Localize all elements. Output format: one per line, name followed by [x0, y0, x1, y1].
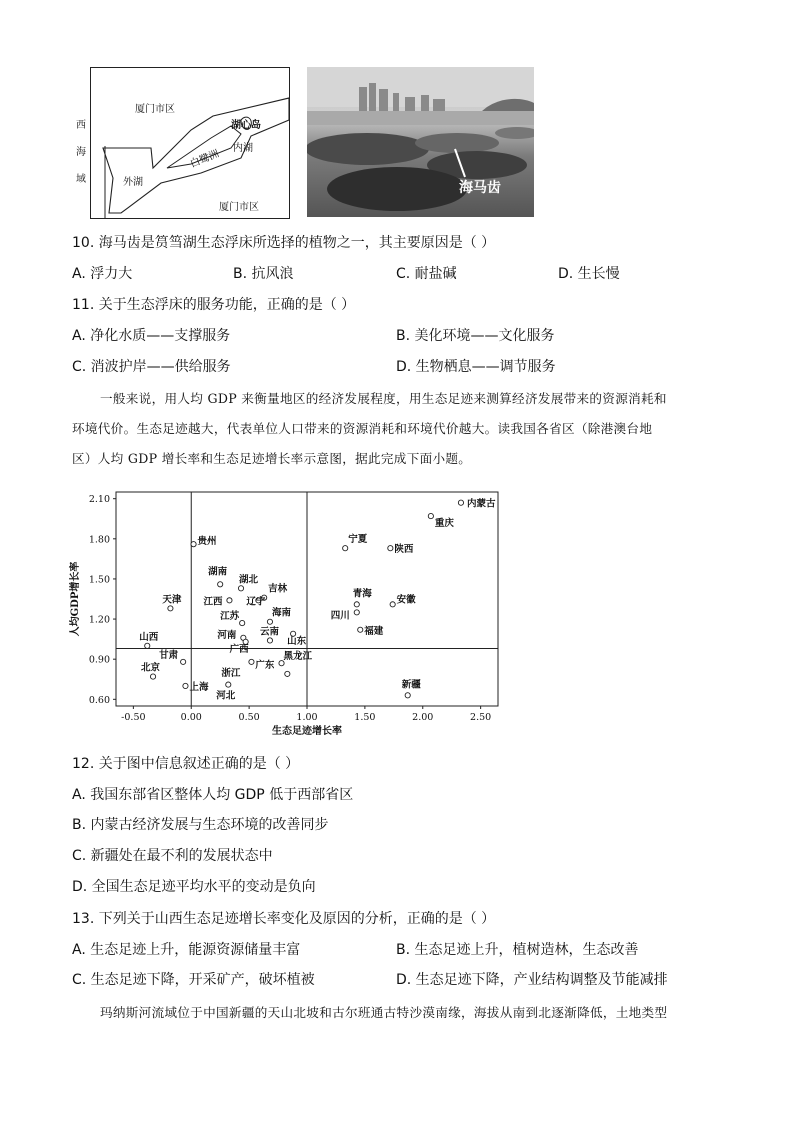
y-tick-label: 1.80 [88, 534, 110, 546]
data-point-label: 湖北 [239, 574, 259, 586]
x-tick-label: 0.50 [238, 712, 260, 723]
data-point-label: 浙江 [221, 667, 241, 679]
q10-option-a[interactable]: A. 浮力大 [72, 266, 133, 282]
data-point [405, 693, 410, 698]
data-point [238, 586, 243, 591]
data-point [358, 627, 363, 632]
map-label-lake-center-island: 湖心岛 [231, 120, 261, 131]
data-point [388, 546, 393, 551]
photo [307, 67, 534, 217]
x-tick-label: 0.00 [180, 712, 202, 723]
q10-option-b[interactable]: B. 抗风浪 [233, 266, 294, 282]
y-tick-label: 0.90 [88, 654, 110, 666]
data-point-label: 辽宁 [246, 596, 266, 608]
data-point-label: 广西 [229, 643, 249, 655]
data-point-label: 陕西 [394, 544, 414, 556]
data-point [354, 610, 359, 615]
data-point [183, 683, 188, 688]
passage-line-1: 一般来说，用人均 GDP 来衡量地区的经济发展程度，用生态足迹来测算经济发展带来的资源消耗和 [100, 391, 667, 406]
data-point-label: 贵州 [197, 536, 217, 548]
q11-option-d[interactable]: D. 生物栖息——调节服务 [396, 359, 556, 375]
q12-option-b[interactable]: B. 内蒙古经济发展与生态环境的改善同步 [72, 817, 329, 833]
data-point-label: 天津 [162, 594, 182, 606]
data-point-label: 山西 [139, 631, 159, 643]
question-12-stem: 12. 关于图中信息叙述正确的是（ ） [72, 756, 300, 772]
data-point-label: 黑龙江 [283, 651, 313, 663]
data-point-label: 湖南 [208, 566, 228, 578]
q11-option-c[interactable]: C. 消波护岸——供给服务 [72, 359, 231, 375]
data-point [249, 659, 254, 664]
west-sea-char-1: 西 [76, 120, 86, 131]
data-point [226, 682, 231, 687]
data-point [285, 671, 290, 676]
passage [72, 384, 722, 474]
data-point [390, 602, 395, 607]
west-sea-char-2: 海 [76, 147, 86, 158]
data-point [218, 582, 223, 587]
q12-option-c[interactable]: C. 新疆处在最不利的发展状态中 [72, 848, 273, 864]
data-point-label: 重庆 [434, 518, 454, 530]
x-tick-label: 2.50 [470, 712, 492, 723]
data-point-label: 四川 [330, 610, 350, 622]
map-label-outer-lake: 外湖 [123, 177, 143, 188]
x-tick-label: 1.00 [296, 712, 318, 723]
data-point-label: 江西 [203, 596, 223, 608]
passage-line-2: 环境代价。生态足迹越大，代表单位人口带来的资源消耗和环境代价越大。读我国各省区（除港澳台地 [72, 421, 653, 436]
q11-option-b[interactable]: B. 美化环境——文化服务 [396, 328, 555, 344]
west-sea-char-3: 域 [76, 174, 86, 185]
map-label-xiamen-top: 厦门市区 [135, 104, 175, 115]
x-tick-label: 2.00 [412, 712, 434, 723]
q13-option-d[interactable]: D. 生态足迹下降，产业结构调整及节能减排 [396, 972, 668, 988]
x-tick-label: -0.50 [121, 712, 146, 723]
data-point-label: 河北 [216, 690, 236, 702]
question-10-stem: 10. 海马齿是筼筜湖生态浮床所选择的植物之一，其主要原因是（ ） [72, 235, 496, 251]
data-point-label: 北京 [141, 662, 161, 674]
data-point [145, 643, 150, 648]
q11-option-a[interactable]: A. 净化水质——支撑服务 [72, 328, 231, 344]
data-point-label: 上海 [189, 681, 209, 693]
x-tick-label: 1.50 [354, 712, 376, 723]
y-axis-label: 人均GDP增长率 [70, 561, 81, 637]
data-point-label: 内蒙古 [466, 498, 496, 510]
footer-passage: 玛纳斯河流域位于中国新疆的天山北坡和古尔班通古特沙漠南缘，海拔从南到北逐渐降低，土地类型 [100, 1005, 668, 1020]
q10-option-d[interactable]: D. 生长慢 [558, 266, 620, 282]
question-11-stem: 11. 关于生态浮床的服务功能，正确的是（ ） [72, 297, 356, 313]
data-point-label: 河南 [217, 629, 237, 641]
data-point [267, 638, 272, 643]
map-label-xiamen-bottom: 厦门市区 [219, 202, 259, 213]
y-tick-label: 0.60 [88, 694, 110, 706]
data-point [181, 659, 186, 664]
data-point-label: 宁夏 [348, 534, 368, 546]
map-label-west-sea [76, 112, 90, 193]
data-point [240, 620, 245, 625]
scatter-chart [66, 488, 526, 738]
data-point-label: 青海 [352, 588, 372, 600]
map-figure [90, 67, 290, 219]
q13-option-b[interactable]: B. 生态足迹上升，植树造林，生态改善 [396, 942, 639, 958]
passage-line-3: 区）人均 GDP 增长率和生态足迹增长率示意图，据此完成下面小题。 [72, 451, 472, 466]
data-point [343, 546, 348, 551]
y-tick-label: 1.50 [88, 574, 110, 586]
data-point [191, 542, 196, 547]
data-point-label: 福建 [364, 625, 384, 637]
map-label-inner-lake: 内湖 [233, 143, 253, 154]
data-point-label: 山东 [287, 635, 307, 647]
photo-label: 海马齿 [459, 180, 501, 196]
map-label-egret-island: 白鹭洲 [188, 148, 221, 171]
q10-option-c[interactable]: C. 耐盐碱 [396, 266, 457, 282]
data-point-label: 云南 [259, 626, 279, 638]
data-point [354, 602, 359, 607]
data-point-label: 甘肃 [159, 649, 179, 661]
data-point-label: 吉林 [268, 583, 288, 595]
q12-option-d[interactable]: D. 全国生态足迹平均水平的变动是负向 [72, 879, 316, 895]
data-point-label: 安徽 [396, 594, 416, 606]
data-point-label: 海南 [271, 607, 291, 619]
data-point-label: 广东 [255, 659, 275, 671]
data-point [267, 619, 272, 624]
data-point [428, 513, 433, 518]
x-axis-label: 生态足迹增长率 [272, 726, 342, 737]
data-point [168, 606, 173, 611]
data-point-label: 新疆 [401, 679, 421, 691]
y-tick-label: 1.20 [88, 614, 110, 626]
data-point-label: 江苏 [220, 611, 240, 623]
q12-option-a[interactable]: A. 我国东部省区整体人均 GDP 低于西部省区 [72, 787, 354, 803]
map-shapes [91, 68, 289, 218]
data-point [227, 598, 232, 603]
data-point [458, 500, 463, 505]
y-tick-label: 2.10 [88, 494, 110, 506]
q13-option-c[interactable]: C. 生态足迹下降，开采矿产，破坏植被 [72, 972, 315, 988]
question-13-stem: 13. 下列关于山西生态足迹增长率变化及原因的分析，正确的是（ ） [72, 911, 496, 927]
q13-option-a[interactable]: A. 生态足迹上升，能源资源储量丰富 [72, 942, 301, 958]
data-point [150, 674, 155, 679]
